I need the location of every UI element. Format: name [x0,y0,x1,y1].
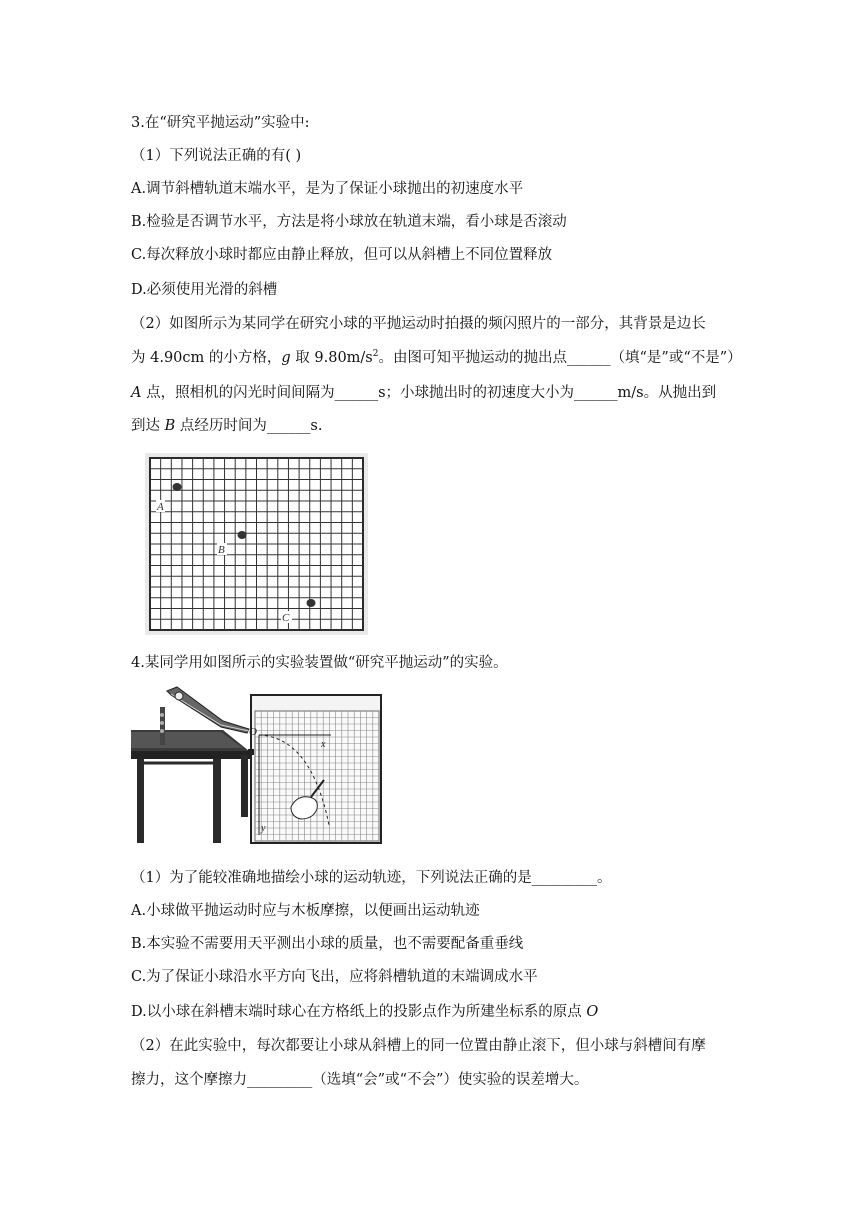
apparatus-figure [131,685,386,845]
q3-option-b: B.检验是否调节水平，方法是将小球放在轨道末端，看小球是否滚动 [131,214,567,230]
label-x: x [321,739,326,750]
q3-option-c: C.每次释放小球时都应由静止释放，但可以从斜槽上不同位置释放 [131,247,553,263]
q4-option-b: B.本实验不需要用天平测出小球的质量，也不需要配备重垂线 [131,936,524,952]
q4-part2-line1: （2）在此实验中，每次都要让小球从斜槽上的同一位置由静止滚下，但小球与斜槽间有摩 [131,1038,706,1054]
ball-a [173,483,182,491]
q3-part2-line1: （2）如图所示为某同学在研究小球的平抛运动时拍摄的频闪照片的一部分，其背景是边长 [131,316,706,332]
q3-part2-line3: A 点，照相机的闪光时间间隔为______s；小球抛出时的初速度大小为______m/s。从抛出到 [131,385,717,401]
q4-part1: （1）为了能较准确地描绘小球的运动轨迹，下列说法正确的是_________。 [131,870,612,886]
label-b: B [218,544,225,556]
q4-option-d: D.以小球在斜槽末端时球心在方格纸上的投影点作为所建坐标系的原点 O [131,1004,599,1020]
label-o: O [249,726,257,738]
q3-title: 3.在“研究平抛运动”实验中: [131,115,310,131]
q4-part2-line2: 擦力，这个摩擦力_________（选填“会”或“不会”）使实验的误差增大。 [131,1072,589,1088]
ball-b [238,531,247,539]
q3-option-a: A.调节斜槽轨道末端水平，是为了保证小球抛出的初速度水平 [131,181,524,197]
label-a: A [157,501,164,513]
q4-option-a: A.小球做平抛运动时应与木板摩擦，以便画出运动轨迹 [131,903,480,919]
q4-title: 4.某同学用如图所示的实验装置做“研究平抛运动”的实验。 [131,655,508,671]
ball-c [307,599,316,607]
strobe-grid-figure [145,453,368,635]
q3-part2-line2: 为 4.90cm 的小方格，g 取 $9.80m/s^2$。由图可知平抛运动的抛出点______（填“是”或“不是”） [131,349,742,366]
q3-part2-line4: 到达 B 点经历时间为______s. [131,418,323,434]
q3-option-d: D.必须使用光滑的斜槽 [131,282,278,298]
label-y: y [261,823,266,834]
label-c: C [282,612,290,624]
q4-option-c: C.为了保证小球沿水平方向飞出，应将斜槽轨道的末端调成水平 [131,969,538,985]
q3-part1: （1）下列说法正确的有( ) [131,148,302,164]
